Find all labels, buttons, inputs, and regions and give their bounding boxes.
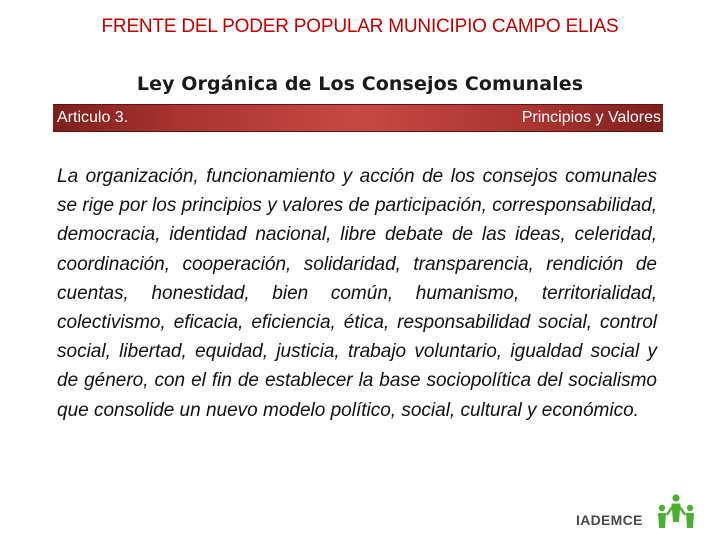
article-topic: Principios y Valores	[521, 109, 661, 126]
article-banner	[53, 104, 663, 132]
article-body: La organización, funcionamiento y acción de los consejos comunales se rige por los principios y valores de participación, corresponsabilidad, democracia, identidad nacional, libre debate de las ideas, celeridad, coordinación, cooperación, solidaridad, transparencia, rendición de cuentas, honestidad, bien común, humanismo, territorialidad, colectivismo, eficacia, eficiencia, ética, responsabilidad social, control social, libertad, equidad, justicia, trabajo voluntario, igualdad social y de género, con el fin de establecer la base sociopolítica del socialismo que consolide un nuevo modelo político, social, cultural y económico.	[57, 166, 657, 421]
law-subtitle: Ley Orgánica de Los Consejos Comunales	[136, 73, 584, 95]
article-number: Articulo 3.	[57, 109, 129, 126]
people-logo-icon	[655, 494, 697, 532]
footer-brand: IADEMCE	[576, 512, 643, 528]
page-title: FRENTE DEL PODER POPULAR MUNICIPIO CAMPO ELIAS	[101, 16, 619, 37]
